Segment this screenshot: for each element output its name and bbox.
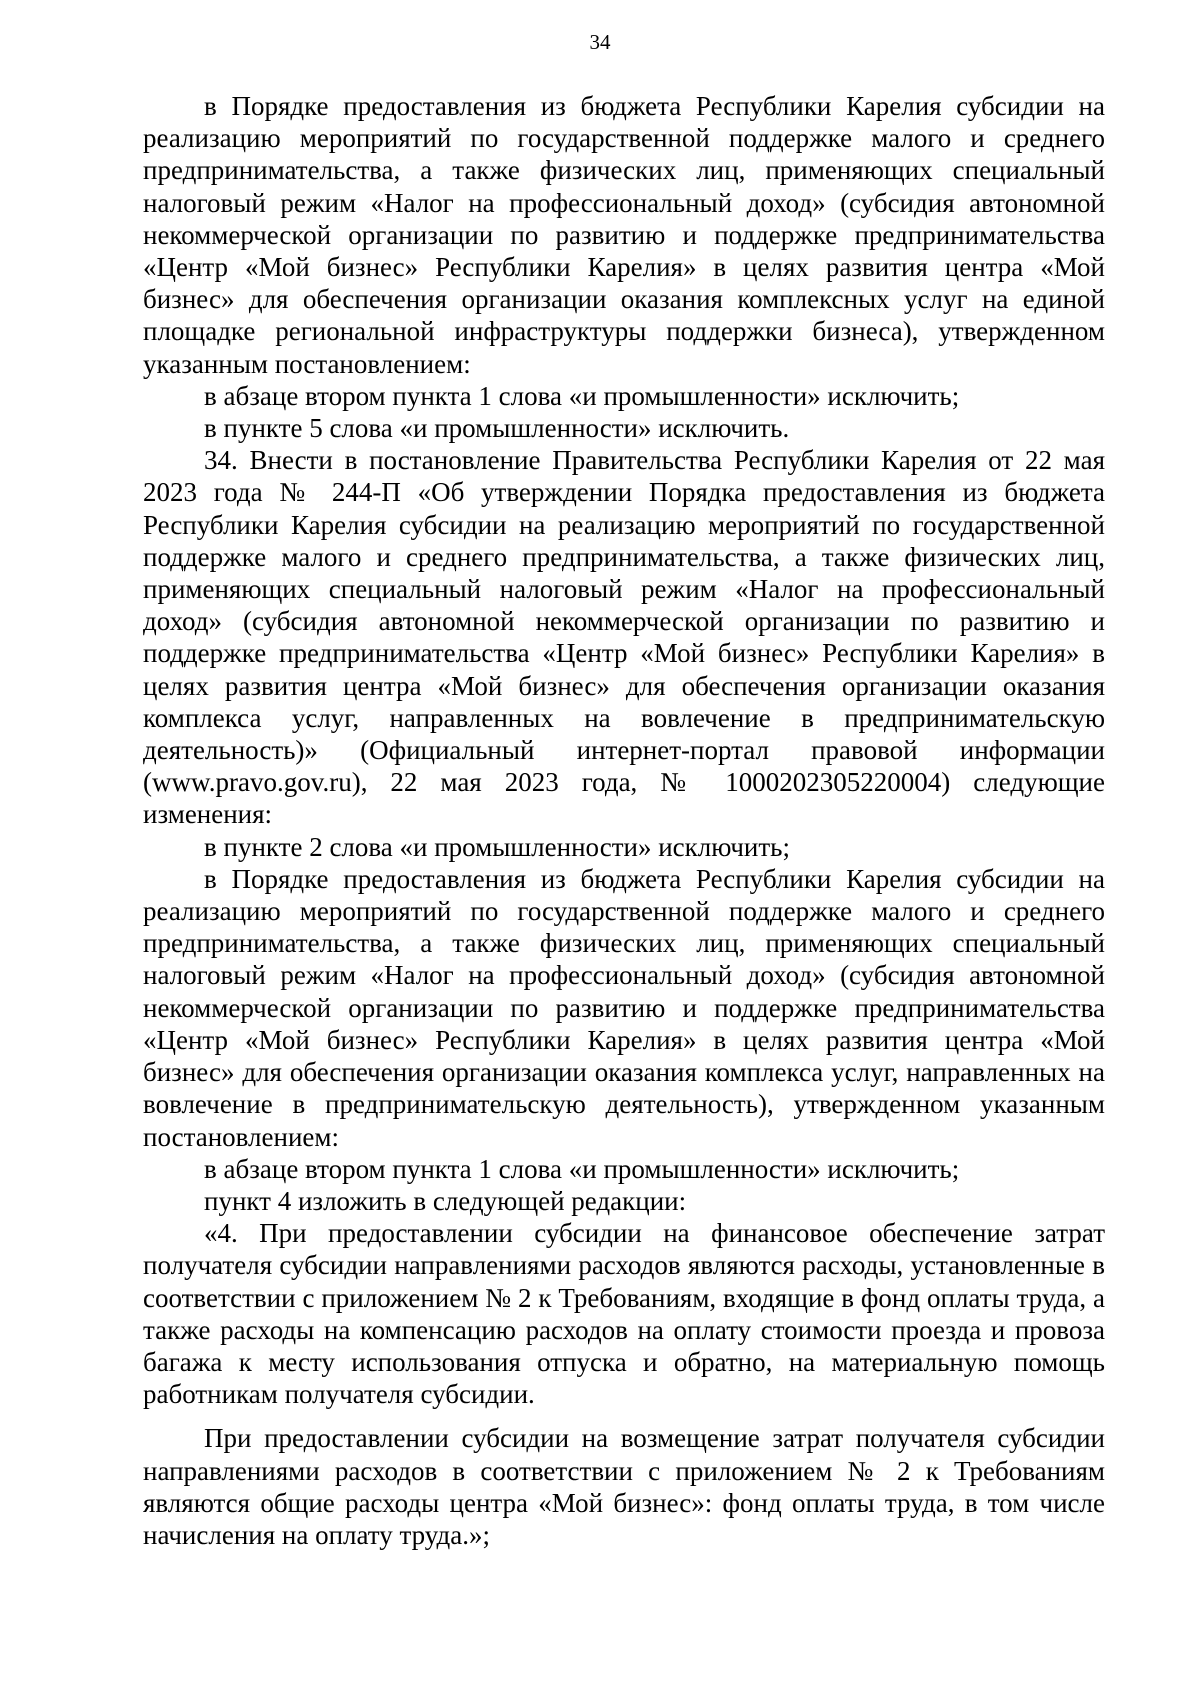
- paragraph: в пункте 2 слова «и промышленности» исключить;: [204, 831, 790, 862]
- document-body: [143, 90, 1105, 1551]
- paragraph: При предоставлении субсидии на возмещение затрат получателя субсидии направлениями расходов в соответствии с приложением № 2 к Требованиям являются общие расходы центра «Мой бизнес»: фонд оплаты труда, в том числе начисления на оплату труда.»;: [143, 1423, 1105, 1550]
- paragraph: в абзаце втором пункта 1 слова «и промышленности» исключить;: [204, 1153, 960, 1184]
- paragraph: в Порядке предоставления из бюджета Республики Карелия субсидии на реализацию мероприятий по государственной поддержке малого и среднего предпринимательства, а также физических лиц, применяющих специальный налоговый режим «Налог на профессиональный доход» (субсидия автономной некоммерческой организации по развитию и поддержке предпринимательства «Центр «Мой бизнес» Республики Карелия» в целях развития центра «Мой бизнес» для обеспечения организации оказания комплекса услуг, направленных на вовлечение в предпринимательскую деятельность), утвержденном указанным постановлением:: [143, 863, 1105, 1152]
- paragraph: «4. При предоставлении субсидии на финансовое обеспечение затрат получателя субсидии направлениями расходов являются расходы, установленные в соответствии с приложением № 2 к Требованиям, входящие в фонд оплаты труда, а также расходы на компенсацию расходов на оплату стоимости проезда и провоза багажа к месту использования отпуска и обратно, на материальную помощь работникам получателя субсидии.: [143, 1218, 1105, 1410]
- paragraph: в Порядке предоставления из бюджета Республики Карелия субсидии на реализацию мероприятий по государственной поддержке малого и среднего предпринимательства, а также физических лиц, применяющих специальный налоговый режим «Налог на профессиональный доход» (субсидия автономной некоммерческой организации по развитию и поддержке предпринимательства «Центр «Мой бизнес» Республики Карелия» в целях развития центра «Мой бизнес» для обеспечения организации оказания комплексных услуг на единой площадке региональной инфраструктуры поддержки бизнеса), утвержденном указанным постановлением:: [143, 91, 1105, 379]
- paragraph: пункт 4 изложить в следующей редакции:: [204, 1185, 687, 1216]
- paragraph: в пункте 5 слова «и промышленности» исключить.: [204, 413, 790, 444]
- paragraph: в абзаце втором пункта 1 слова «и промышленности» исключить;: [204, 380, 960, 411]
- page-number: 34: [589, 30, 611, 54]
- paragraph: 34. Внести в постановление Правительства Республики Карелия от 22 мая 2023 года № 244-П «Об утверждении Порядка предоставления из бюджета Республики Карелия субсидии на реализацию мероприятий по государственной поддержке малого и среднего предпринимательства, а также физических лиц, применяющих специальный налоговый режим «Налог на профессиональный доход» (субсидия автономной некоммерческой организации по развитию и поддержке предпринимательства «Центр «Мой бизнес» Республики Карелия» в целях развития центра «Мой бизнес» для обеспечения организации оказания комплекса услуг, направленных на вовлечение в предпринимательскую деятельность)» (Официальный интернет-портал правовой информации (www.pravo.gov.ru), 22 мая 2023 года, № 1000202305220004) следующие изменения:: [143, 445, 1105, 830]
